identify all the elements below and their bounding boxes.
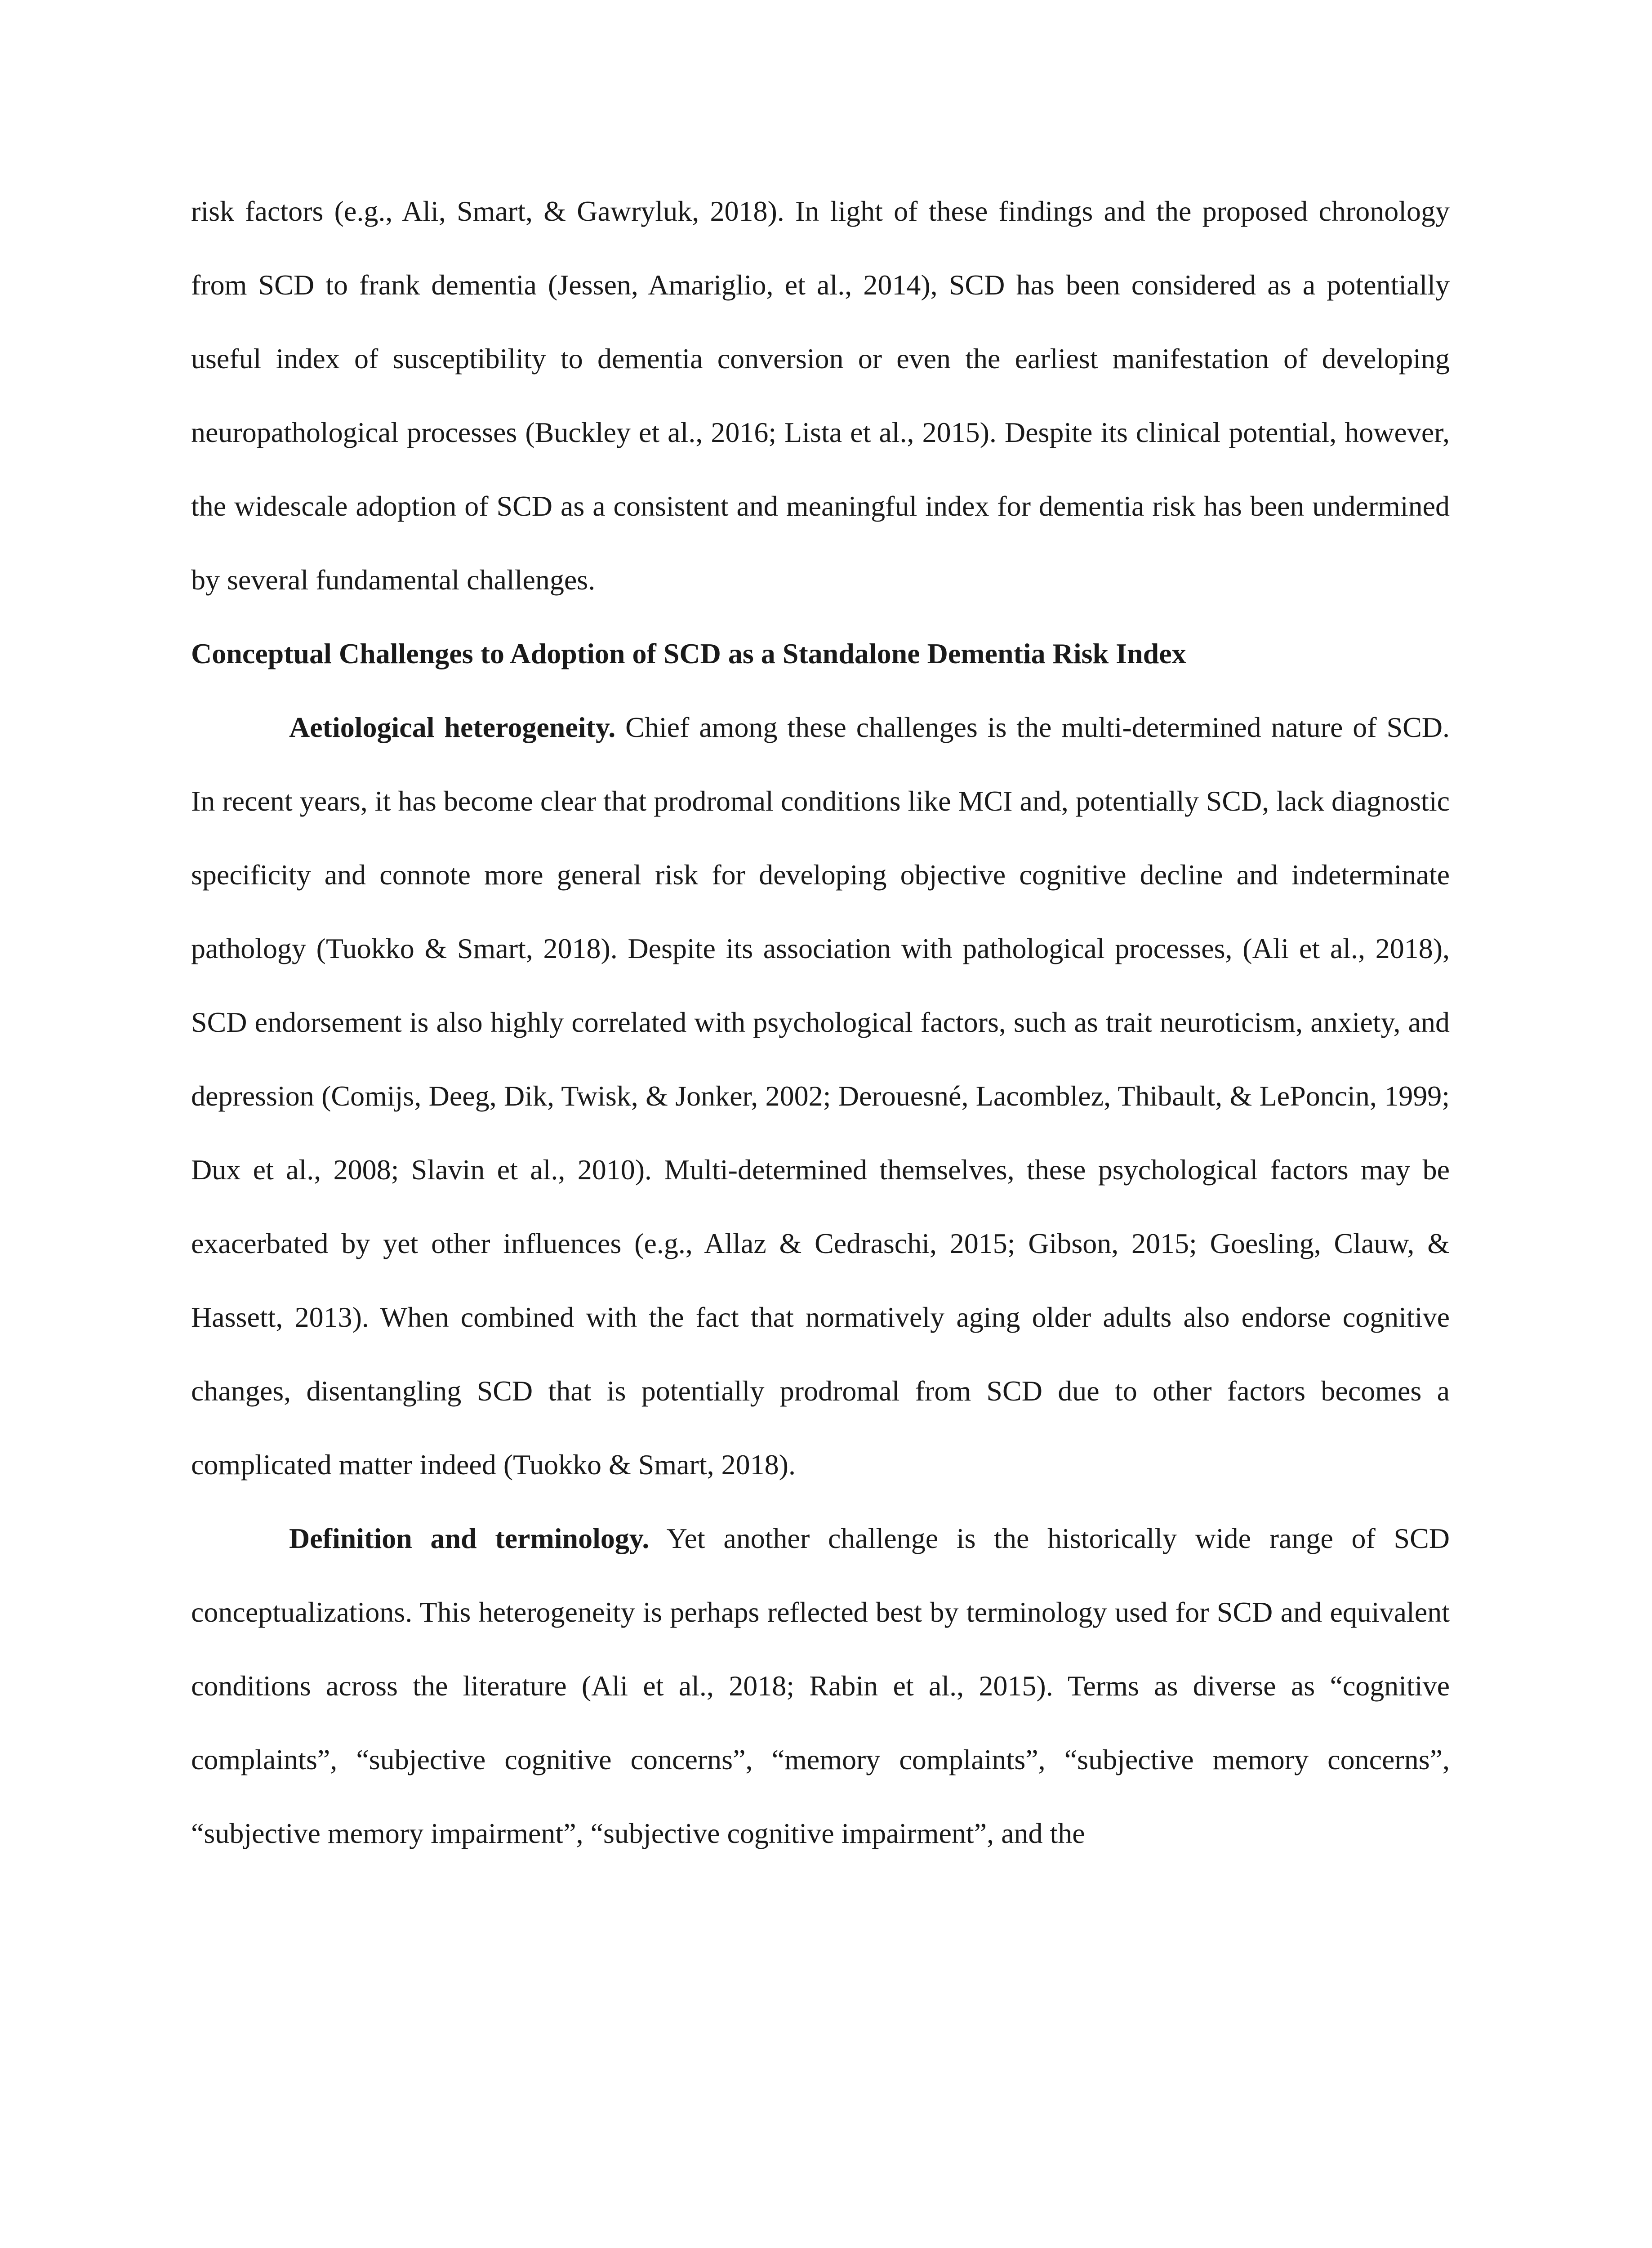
- paragraph-text-aetiological: Chief among these challenges is the multi-determined nature of SCD. In recent years, it has become clear that prodromal conditions like MCI and, potentially SCD, lack diagnostic specificity and connote more general risk for developing objective cognitive decline and indeterminate pathology (Tuokko & Smart, 2018). Despite its association with pathological processes, (Ali et al., 2018), SCD endorsement is also highly correlated with psychological factors, such as trait neuroticism, anxiety, and depression (Comijs, Deeg, Dik, Twisk, & Jonker, 2002; Derouesné, Lacomblez, Thibault, & LePoncin, 1999; Dux et al., 2008; Slavin et al., 2010). Multi-determined themselves, these psychological factors may be exacerbated by yet other influences (e.g., Allaz & Cedraschi, 2015; Gibson, 2015; Goesling, Clauw, & Hassett, 2013). When combined with the fact that normatively aging older adults also endorse cognitive changes, disentangling SCD that is potentially prodromal from SCD due to other factors becomes a complicated matter indeed (Tuokko & Smart, 2018).: [191, 711, 1450, 1481]
- body-text: [191, 174, 1450, 1870]
- section-heading: Conceptual Challenges to Adoption of SCD as a Standalone Dementia Risk Index: [191, 638, 1186, 669]
- paragraph-intro-continued: risk factors (e.g., Ali, Smart, & Gawryluk, 2018). In light of these findings and the proposed chronology from SCD to frank dementia (Jessen, Amariglio, et al., 2014), SCD has been considered as a potentially useful index of susceptibility to dementia conversion or even the earliest manifestation of developing neuropathological processes (Buckley et al., 2016; Lista et al., 2015). Despite its clinical potential, however, the widescale adoption of SCD as a consistent and meaningful index for dementia risk has been undermined by several fundamental challenges.: [191, 195, 1450, 596]
- run-in-heading-definition: Definition and terminology.: [289, 1522, 650, 1554]
- paragraph-definition-terminology: [191, 1502, 1450, 1870]
- paragraph-text-definition: Yet another challenge is the historically wide range of SCD conceptualizations. This heterogeneity is perhaps reflected best by terminology used for SCD and equivalent conditions across the literature (Ali et al., 2018; Rabin et al., 2015). Terms as diverse as “cognitive complaints”, “subjective cognitive concerns”, “memory complaints”, “subjective memory concerns”, “subjective memory impairment”, “subjective cognitive impairment”, and the: [191, 1522, 1450, 1849]
- run-in-heading-aetiological: Aetiological heterogeneity.: [289, 711, 616, 743]
- paragraph-aetiological-heterogeneity: [191, 691, 1450, 1502]
